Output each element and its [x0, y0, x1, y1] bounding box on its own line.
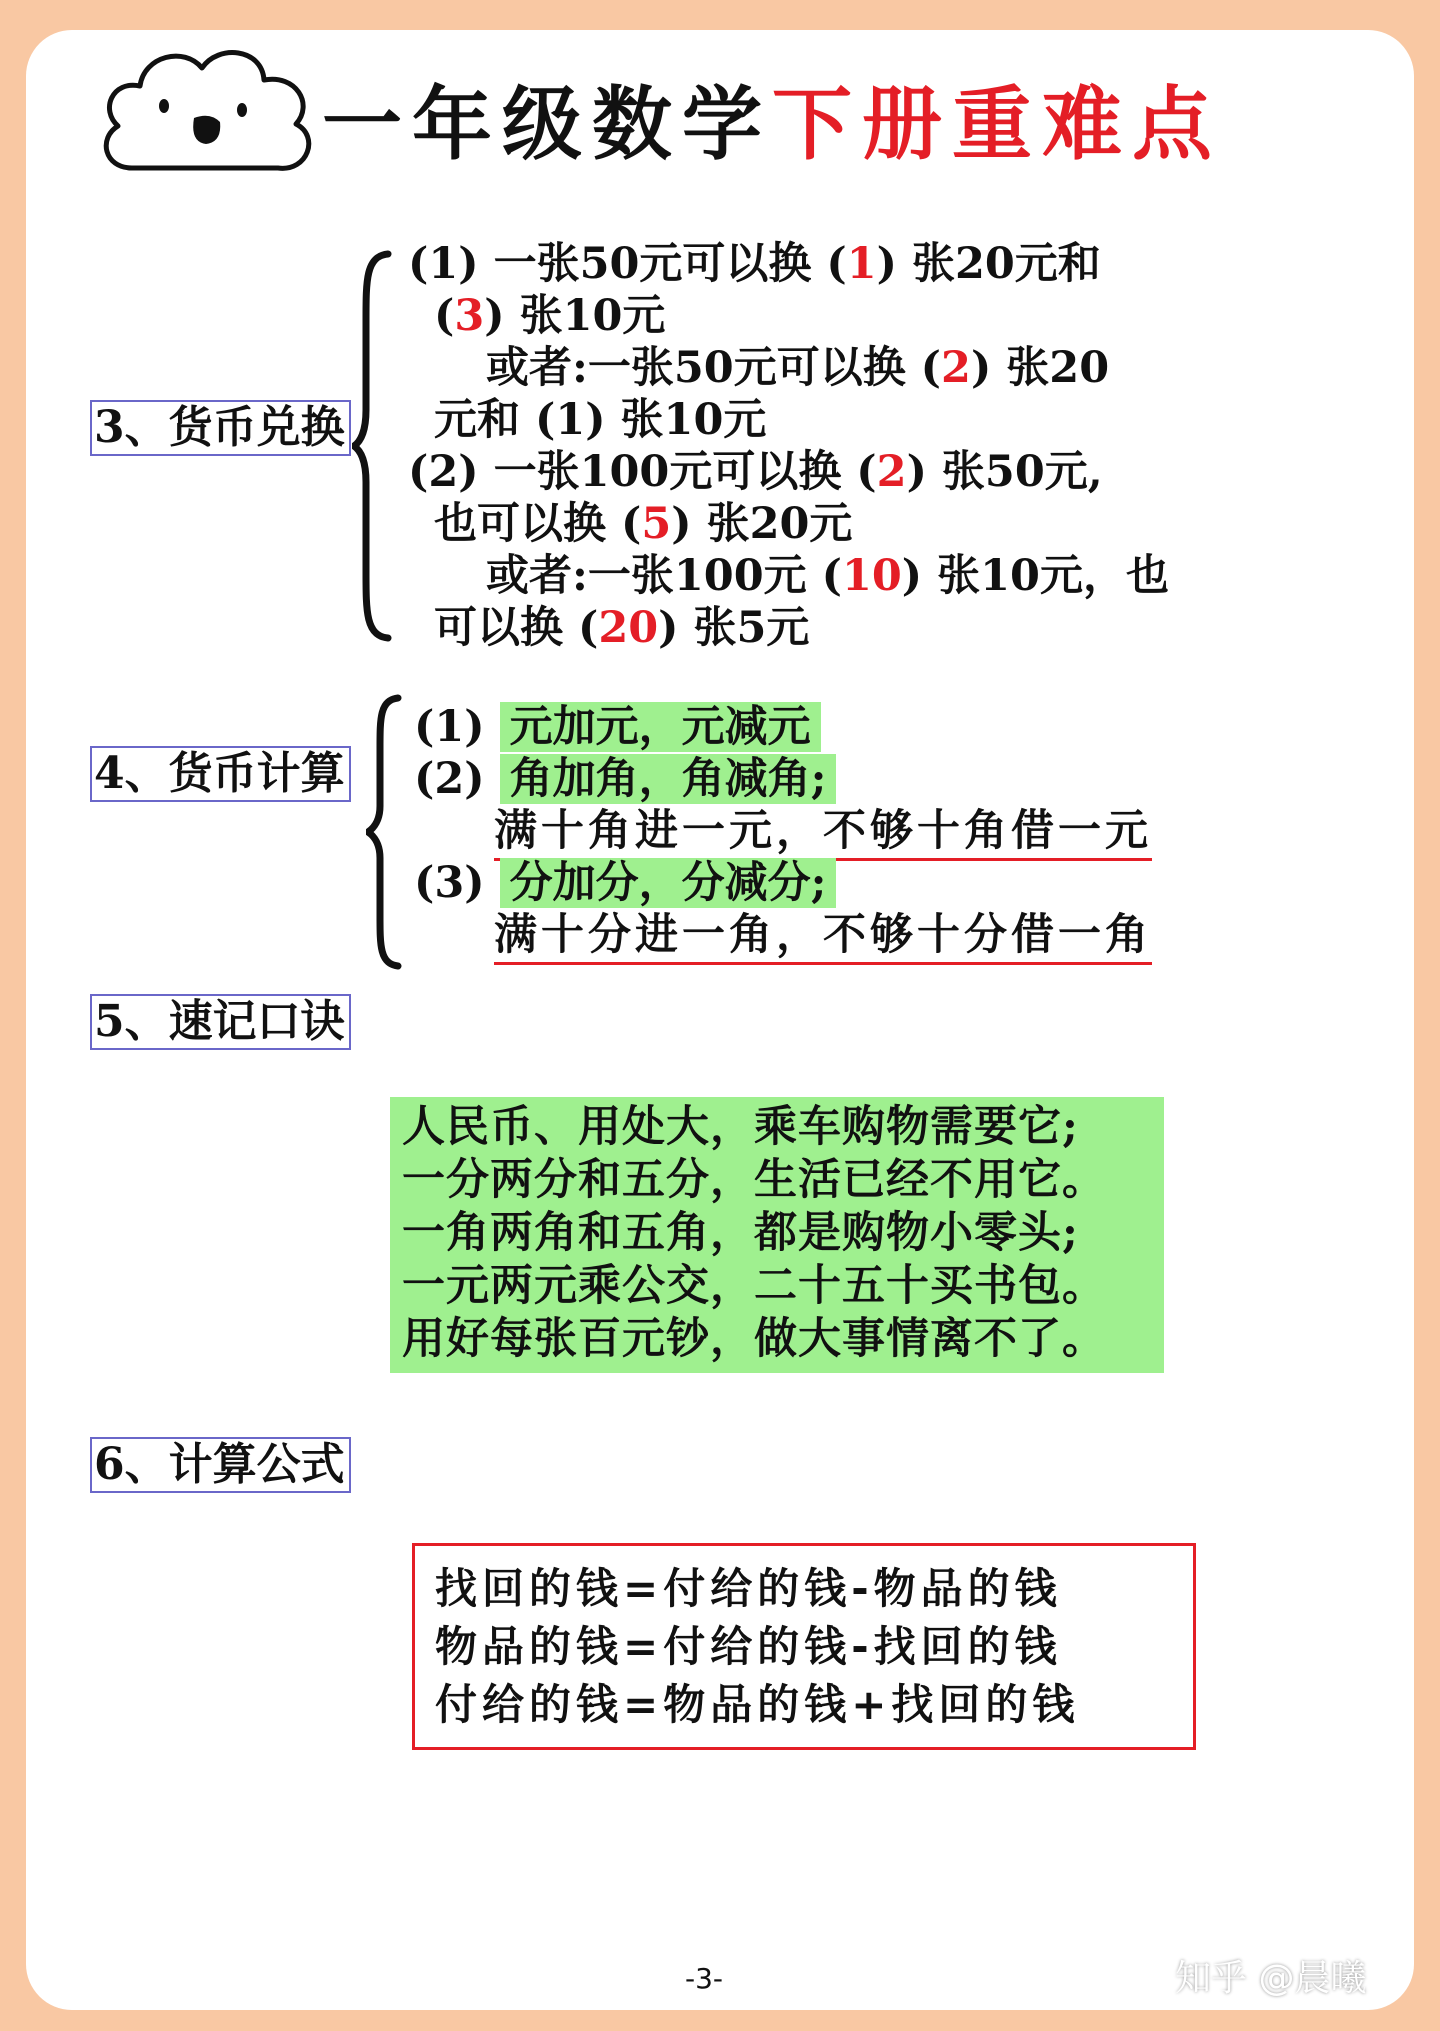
- mnemonic-line: 人民币、用处大，乘车购物需要它;: [402, 1102, 1079, 1152]
- formula-line: 物品的钱=付给的钱-找回的钱: [435, 1622, 1062, 1671]
- section-label-5: 5、速记口诀: [90, 994, 351, 1050]
- s4-line-5: 满十分进一角，不够十分借一角: [494, 909, 1152, 961]
- left-brace-icon: [366, 694, 402, 970]
- mnemonic-box: [390, 1097, 1164, 1373]
- left-brace-icon: [352, 250, 392, 642]
- s3-line-5: (2) 一张100元可以换 (2) 张50元,: [408, 447, 1103, 497]
- s3-line-3: 或者:一张50元可以换 (2) 张20: [486, 343, 1110, 393]
- s4-line-3: 满十角进一元，不够十角借一元: [494, 805, 1152, 857]
- s3-line-4: 元和 (1) 张10元: [434, 395, 767, 445]
- watermark: 知乎 @晨曦: [1175, 1958, 1367, 1999]
- section-label-6: 6、计算公式: [90, 1437, 351, 1493]
- s3-line-8: 可以换 (20) 张5元: [434, 603, 810, 653]
- mnemonic-line: 一角两角和五角，都是购物小零头;: [402, 1208, 1079, 1258]
- section-label-3: 3、货币兑换: [90, 400, 351, 456]
- cloud-face-icon: [92, 38, 324, 188]
- formula-box: [412, 1543, 1196, 1750]
- s4-line-2: (2) 角加角，角减角;: [414, 753, 836, 805]
- page-number: -3-: [685, 1962, 724, 1995]
- s3-line-7: 或者:一张100元 (10) 张10元，也: [486, 551, 1169, 601]
- s3-line-6: 也可以换 (5) 张20元: [434, 499, 853, 549]
- s3-line-2: (3) 张10元: [434, 291, 666, 341]
- formula-line: 找回的钱=付给的钱-物品的钱: [435, 1564, 1062, 1613]
- section-label-4: 4、货币计算: [90, 746, 351, 802]
- s3-line-1: (1) 一张50元可以换 (1) 张20元和: [408, 239, 1101, 289]
- s4-line-1: (1) 元加元，元减元: [414, 701, 821, 753]
- mnemonic-line: 一元两元乘公交，二十五十买书包。: [402, 1261, 1106, 1311]
- s4-line-4: (3) 分加分，分减分;: [414, 857, 836, 909]
- formula-line: 付给的钱=物品的钱+找回的钱: [435, 1680, 1080, 1729]
- page-title: 一年级数学下册重难点: [322, 78, 1222, 171]
- mnemonic-line: 用好每张百元钞，做大事情离不了。: [402, 1314, 1106, 1364]
- mnemonic-line: 一分两分和五分，生活已经不用它。: [402, 1155, 1106, 1205]
